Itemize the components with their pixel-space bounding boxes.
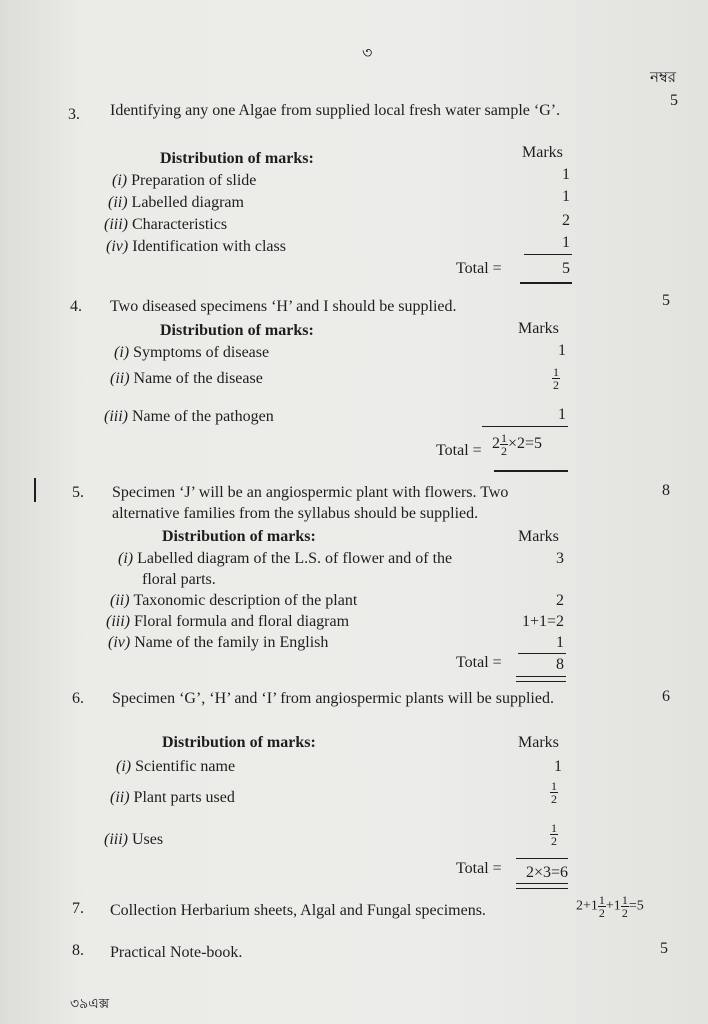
q3-item-4-value: 1 [562, 234, 570, 251]
q4-sum-line [482, 426, 568, 427]
q4-item-1: (i) Symptoms of disease [114, 344, 270, 361]
q5-total-label: Total = [456, 654, 502, 671]
q6-item-3-value: $\frac{1}{2}$ [551, 821, 557, 848]
q3-item-3: (iii) Characteristics [104, 216, 228, 233]
q5-total-value: 8 [556, 656, 564, 673]
q6-marks: 6 [662, 688, 670, 705]
q4-total-label: Total = [436, 442, 482, 459]
q5-item-3-value: 1+1=2 [521, 613, 564, 630]
q5-item-1-cont: floral parts. [142, 571, 216, 588]
q6-total-label: Total = [456, 860, 502, 877]
q5-item-1: (i) Labelled diagram of the L.S. of flower and of the [118, 550, 453, 567]
q6-total-double-underline [516, 883, 568, 889]
q8-marks: 5 [660, 940, 668, 957]
q5-marks: 8 [662, 482, 670, 499]
q3-item-1: (i) Preparation of slide [112, 172, 257, 189]
q4-marks-label: Marks [518, 320, 559, 337]
q6-item-1-value: 1 [554, 758, 562, 775]
q4-distribution-label: Distribution of marks: [160, 322, 314, 339]
q5-sum-line [518, 653, 566, 654]
q6-item-3: (iii) Uses [104, 831, 164, 848]
page-number: ৩ [362, 45, 373, 62]
q5-distribution-label: Distribution of marks: [162, 528, 316, 545]
q7-number: 7. [72, 900, 84, 917]
q3-marks: 5 [670, 92, 678, 109]
margin-mark [34, 478, 36, 502]
q3-distribution-label: Distribution of marks: [160, 150, 314, 167]
q5-marks-label: Marks [518, 528, 559, 545]
q6-text: Specimen ‘G’, ‘H’ and ‘I’ from angiospermic plants will be supplied. [112, 690, 554, 707]
q3-item-4: (iv) Identification with class [106, 238, 286, 255]
q3-total-label: Total = [456, 260, 502, 277]
q5-item-1-value: 3 [556, 550, 564, 567]
q6-number: 6. [72, 690, 84, 707]
q4-item-3: (iii) Name of the pathogen [104, 408, 274, 425]
q4-item-2-value: $\frac{1}{2}$ [553, 365, 559, 392]
q6-item-2-value: $\frac{1}{2}$ [551, 779, 557, 806]
page-footer: ৩৯এক্স [70, 997, 110, 1012]
q3-sum-line [524, 254, 572, 255]
q4-number: 4. [70, 298, 82, 315]
q3-item-2: (ii) Labelled diagram [108, 194, 244, 211]
q5-text: Specimen ‘J’ will be an angiospermic plant with flowers. Two alternative families from the syllabus should be supplied. [112, 484, 509, 522]
q5-item-4: (iv) Name of the family in English [108, 634, 329, 651]
q5-number: 5. [72, 484, 84, 501]
q5-item-2-value: 2 [556, 592, 564, 609]
q5-total-double-underline [516, 676, 566, 682]
q3-number: 3. [68, 106, 80, 123]
q8-number: 8. [72, 942, 84, 959]
q3-text: Identifying any one Algae from supplied local fresh water sample ‘G’. [110, 102, 561, 119]
q3-item-2-value: 1 [562, 188, 570, 205]
q7-text: Collection Herbarium sheets, Algal and Fungal specimens. [110, 902, 486, 919]
q3-item-1-value: 1 [562, 166, 570, 183]
q4-item-1-value: 1 [558, 342, 566, 359]
q3-total-underline [520, 282, 572, 284]
marks-column-heading: নম্বর [650, 70, 677, 86]
q6-marks-label: Marks [518, 734, 559, 751]
q3-item-3-value: 2 [562, 212, 570, 229]
q6-item-1: (i) Scientific name [116, 758, 236, 775]
q6-sum-line [516, 858, 568, 859]
q5-item-2: (ii) Taxonomic description of the plant [110, 592, 358, 609]
q8-text: Practical Note-book. [110, 944, 243, 961]
q4-total-underline [494, 470, 568, 472]
q4-item-3-value: 1 [558, 406, 566, 423]
q4-total-value: 2 $\frac{1}{2}$ ×2=5 [492, 431, 543, 458]
q5-item-4-value: 1 [556, 634, 564, 651]
q6-distribution-label: Distribution of marks: [162, 734, 316, 751]
q4-item-2: (ii) Name of the disease [110, 370, 263, 387]
q4-text: Two diseased specimens ‘H’ and I should be supplied. [110, 298, 457, 315]
q3-marks-label: Marks [522, 144, 563, 161]
q6-item-2: (ii) Plant parts used [110, 789, 235, 806]
q5-item-3: (iii) Floral formula and floral diagram [106, 613, 350, 630]
q7-marks: 2+1 $\frac{1}{2}$ +1 $\frac{1}{2}$ =5 [576, 893, 644, 920]
q3-total-value: 5 [562, 260, 570, 277]
q6-total-value: 2×3=6 [525, 864, 568, 881]
q4-marks: 5 [662, 292, 670, 309]
